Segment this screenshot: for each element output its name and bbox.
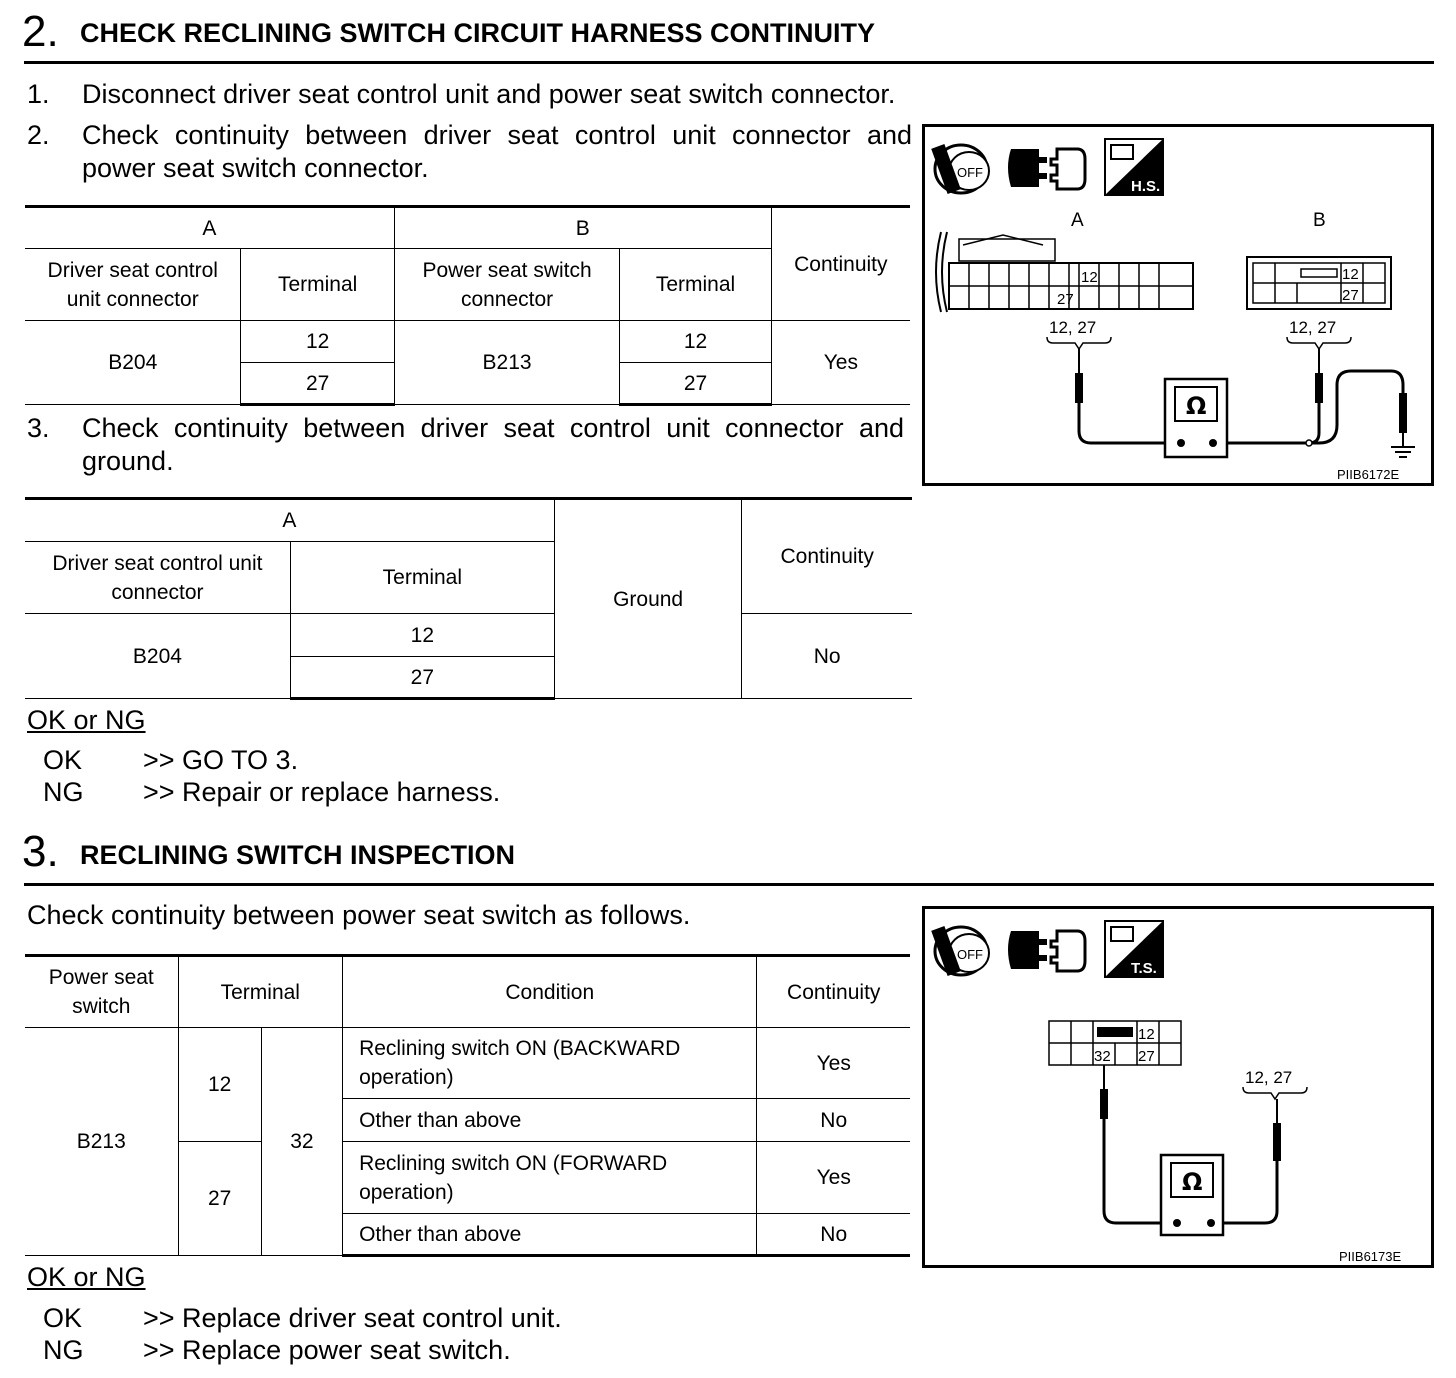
step2-item1-text: Disconnect driver seat control unit and power seat switch connector. [82, 79, 896, 109]
figure-id: PIIB6172E [1337, 467, 1400, 482]
table3-switch-header: Power seat switch [25, 956, 178, 1028]
table1-b-terminal: 27 [620, 363, 771, 405]
connector-a [936, 232, 1193, 312]
connector-disconnect-icon [1008, 931, 1085, 971]
switch-inspection-figure [922, 906, 1434, 1268]
table3-terminal-header: Terminal [178, 956, 343, 1028]
table2-a-terminal-header: Terminal [290, 542, 554, 614]
step3-ok-key: OK [43, 1303, 83, 1333]
step3-ok-text: >> Replace driver seat control unit. [143, 1303, 562, 1333]
step3-title-rule [24, 883, 1434, 886]
table3-condition: Reclining switch ON (BACKWARD operation) [343, 1028, 757, 1099]
table1-b-terminal: 12 [620, 321, 771, 363]
step3-title: RECLINING SWITCH INSPECTION [80, 840, 516, 870]
table1-a-terminal-header: Terminal [241, 249, 394, 321]
table2-a-connector: B204 [25, 614, 290, 699]
ohmmeter-icon [1161, 1155, 1223, 1235]
table3-continuity: Yes [757, 1142, 910, 1214]
connector-b-label: B [1313, 210, 1326, 231]
connector-b [1247, 257, 1391, 309]
off-label: OFF [957, 947, 983, 962]
connector-a-label: A [1071, 210, 1084, 231]
switch-pin-32: 32 [1094, 1048, 1111, 1065]
ignition-off-icon [931, 144, 989, 194]
step2-title-rule [24, 61, 1434, 64]
table3-terminal-common: 32 [261, 1028, 342, 1256]
probe-12-27 [1273, 1123, 1281, 1161]
step2-ng-key: NG [43, 777, 84, 807]
step3-intro: Check continuity between power seat switch as follows. [27, 900, 691, 930]
continuity-table-a-ground [25, 497, 912, 700]
step2-item3-number: 3. [27, 413, 50, 443]
harness-diagram-svg [925, 127, 1431, 483]
connector-disconnect-icon [1008, 149, 1085, 189]
table2-continuity: No [742, 614, 912, 699]
table1-a-terminal: 12 [241, 321, 394, 363]
step3-ok-ng-label: OK or NG [27, 1262, 146, 1292]
step2-ng-row [43, 776, 500, 808]
step2-ok-text: >> GO TO 3. [143, 745, 299, 775]
ground-probe [1399, 393, 1407, 433]
table2-a-connector-header: Driver seat control unit connector [25, 542, 290, 614]
table1-a-connector-header: Driver seat control unit connector [25, 249, 241, 321]
step2-item2-text: Check continuity between driver seat control unit connector and power seat switch connector. [82, 120, 912, 183]
table1-group-a: A [25, 207, 394, 249]
terminal-side-badge-icon [1105, 921, 1163, 977]
step3-ng-text: >> Replace power seat switch. [143, 1335, 511, 1365]
table3-terminal: 12 [178, 1028, 261, 1142]
ohmmeter-icon [1165, 379, 1227, 457]
ohm-symbol: Ω [1182, 1168, 1203, 1196]
table3-condition: Other than above [343, 1099, 757, 1142]
table3-terminal: 27 [178, 1142, 261, 1256]
table2-ground: Ground [554, 499, 742, 699]
step3-number: 3. [22, 827, 59, 876]
table3-continuity-header: Continuity [757, 956, 910, 1028]
step2-ng-text: >> Repair or replace harness. [143, 777, 501, 807]
ohm-symbol: Ω [1186, 392, 1207, 420]
step2-item3-text: Check continuity between driver seat control unit connector and ground. [82, 413, 904, 476]
table3-condition-header: Condition [343, 956, 757, 1028]
step2-item1-number: 1. [27, 79, 50, 109]
off-label: OFF [957, 165, 983, 180]
table2-a-terminal: 27 [290, 657, 554, 699]
step2-ok-key: OK [43, 745, 83, 775]
table1-b-terminal-header: Terminal [620, 249, 771, 321]
table1-a-connector: B204 [25, 321, 241, 405]
table3-continuity: No [757, 1214, 910, 1256]
table3-condition: Reclining switch ON (FORWARD operation) [343, 1142, 757, 1214]
connector-a-pin-27: 27 [1057, 291, 1074, 308]
probe-label: 12, 27 [1245, 1068, 1293, 1087]
step3-ok-row [43, 1302, 562, 1334]
reclining-switch-table [25, 954, 910, 1257]
step2-number: 2. [22, 7, 59, 56]
harness-side-badge-icon [1105, 139, 1163, 195]
probe-32 [1100, 1089, 1108, 1119]
step2-ok-ng-label: OK or NG [27, 705, 146, 735]
step2-title: CHECK RECLINING SWITCH CIRCUIT HARNESS CONTINUITY [80, 18, 875, 48]
table1-continuity: Yes [771, 321, 910, 405]
switch-connector [1049, 1021, 1181, 1065]
table3-condition: Other than above [343, 1214, 757, 1256]
figure-id: PIIB6173E [1339, 1249, 1402, 1264]
step3-ng-key: NG [43, 1335, 84, 1365]
switch-pin-27: 27 [1138, 1048, 1155, 1065]
switch-diagram-svg [925, 909, 1431, 1265]
ground-symbol-icon [1391, 447, 1415, 457]
step2-ok-row [43, 744, 298, 776]
table3-connector: B213 [25, 1028, 178, 1256]
probe-a [1075, 373, 1083, 403]
harness-continuity-figure [922, 124, 1434, 486]
ts-badge-label: T.S. [1131, 960, 1157, 977]
table3-continuity: Yes [757, 1028, 910, 1099]
continuity-table-a-b [25, 205, 910, 406]
probe-b-label: 12, 27 [1289, 318, 1337, 337]
table1-continuity-header: Continuity [771, 207, 910, 321]
ignition-off-icon [931, 926, 989, 976]
table1-a-terminal: 27 [241, 363, 394, 405]
table1-group-b: B [394, 207, 771, 249]
table1-b-connector: B213 [394, 321, 620, 405]
connector-b-pin-12: 12 [1342, 266, 1359, 283]
connector-b-pin-27: 27 [1342, 287, 1359, 304]
step3-ng-row [43, 1334, 511, 1366]
table1-b-connector-header: Power seat switch connector [394, 249, 620, 321]
probe-a-label: 12, 27 [1049, 318, 1097, 337]
table2-continuity-header: Continuity [742, 499, 912, 614]
hs-badge-label: H.S. [1131, 178, 1161, 195]
switch-pin-12: 12 [1138, 1026, 1155, 1043]
table3-continuity: No [757, 1099, 910, 1142]
table2-a-terminal: 12 [290, 614, 554, 657]
step2-item2-number: 2. [27, 120, 50, 150]
table2-group-a: A [25, 499, 554, 542]
probe-b [1315, 373, 1323, 403]
connector-a-pin-12: 12 [1081, 269, 1098, 286]
